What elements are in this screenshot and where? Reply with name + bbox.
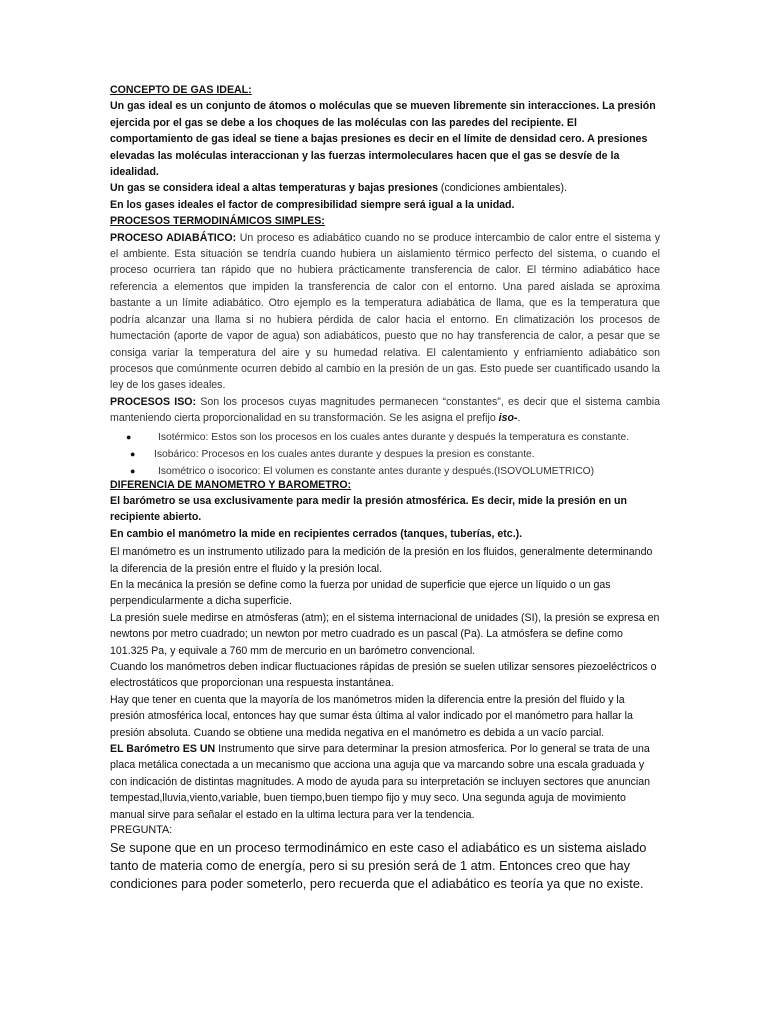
bullet-icon: ●: [130, 465, 136, 476]
manometer-p5: Hay que tener en cuenta que la mayoría de los manómetros miden la diferencia entre la presión del fluido y la presión atmosférica local, entonces hay que sumar ésta última al valor indicado por el manómetro para hallar la presión absoluta. Cuando se obtiene una medida negativa en el manómetro es debida a un vacío parcial.: [110, 693, 633, 739]
barometer-bold-2: En cambio el manómetro la mide en recipientes cerrados (tanques, tuberías, etc.).: [110, 527, 523, 540]
iso-paragraph: PROCESOS ISO: Son los procesos cuyas magnitudes permanecen “constantes”, es decir que el sistema cambia manteniendo cierta proporcionalidad en su transformación. Se les asigna el prefijo iso-.: [110, 395, 660, 425]
heading-gas-ideal: CONCEPTO DE GAS IDEAL:: [110, 84, 252, 96]
adiabatic-paragraph: PROCESO ADIABÁTICO: Un proceso es adiabático cuando no se produce intercambio de calor entre el sistema y el ambiente. Esta situación se tendría cuando hubiera un aislamiento térmico perfecto del sistema, o cuando el proceso ocurriera tan rápido que no hubiera prácticamente transferencia de calor. El término adiabático hace referencia a elementos que impiden la transferencia de calor con el entorno. Una pared aislada se aproxima bastante a un límite adiabático. Otro ejemplo es la temperatura adiabática de llama, que es la temperatura que podría alcanzar una llama si no hubiera pérdida de calor hacia el entorno. En climatización los procesos de humectación (aporte de vapor de agua) son adiabáticos, puesto que no hay transferencia de calor, a pesar que se consiga variar la temperatura del aire y su humedad relativa. El calentamiento y enfriamiento adiabático son procesos que comúnmente ocurren debido al cambio en la presión de un gas. Esto puede ser cuantificado usando la ley de los gases ideales.: [110, 231, 660, 392]
list-item: ● Isotérmico: Estos son los procesos en los cuales antes durante y después la temperatura es constante.: [110, 429, 660, 446]
bullet-icon: ●: [130, 448, 136, 459]
gas-ideal-definition: Un gas ideal es un conjunto de átomos o moléculas que se mueven libremente sin interacciones. La presión ejercida por el gas se debe a los choques de las moléculas con las paredes del recipiente. El comportamiento de gas ideal se tiene a bajas presiones es decir en el límite de densidad cero. A presiones elevadas las moléculas interaccionan y las fuerzas intermoleculares hacen que el gas se desvíe de la idealidad.: [110, 100, 656, 179]
heading-procesos: PROCESOS TERMODINÁMICOS SIMPLES:: [110, 215, 325, 228]
gas-ideal-conditions: Un gas se considera ideal a altas temperaturas y bajas presiones (condiciones ambientales).: [110, 182, 567, 195]
manometer-p2: En la mecánica la presión se define como la fuerza por unidad de superficie que ejerce un líquido o un gas perpendicularmente a dicha superficie.: [110, 578, 611, 608]
question-label: PREGUNTA:: [110, 824, 173, 837]
barometer-bold-1: El barómetro se usa exclusivamente para medir la presión atmosférica. Es decir, mide la presión en un recipiente abierto.: [110, 494, 627, 524]
manometer-p1: El manómetro es un instrumento utilizado para la medición de la presión en los fluidos, generalmente determinando la diferencia de la presión entre el fluido y la presión local.: [110, 546, 653, 575]
bullet-icon: ●: [126, 431, 132, 442]
list-item: ● Isobárico: Procesos en los cuales antes durante y despues la presion es constante.: [110, 446, 660, 463]
list-item: ● Isométrico o isocorico: El volumen es constante antes durante y después.(ISOVOLUMETRICO): [110, 463, 660, 480]
barometer-paragraph: EL Barómetro ES UN Instrumento que sirve para determinar la presion atmosferica. Por lo general se trata de una placa metálica conectada a un mecanismo que acciona una aguja que va marcando sobre una escala graduada y con indicación de distintas magnitudes. A modo de ayuda para su interpretación se incluyen sectores que anuncian tempestad,lluvia,viento,variable, buen tiempo,buen tiempo fijo y muy seco. Una segunda aguja de movimiento manual sirve para señalar el estado en la ultima lectura para ver la tendencia.: [110, 743, 651, 821]
question-text: Se supone que en un proceso termodinámico en este caso el adiabático es un sistema aislado tanto de materia como de energía, pero si su presión será de 1 atm. Entonces creo que hay condiciones para poder someterlo, pero recuerda que el adiabático es teoría ya que no existe.: [110, 840, 647, 892]
manometer-p4: Cuando los manómetros deben indicar fluctuaciones rápidas de presión se suelen utilizar sensores piezoeléctricos o electrostáticos que proporcionan una respuesta instantánea.: [110, 661, 657, 690]
heading-diferencia: DIFERENCIA DE MANOMETRO Y BAROMETRO:: [110, 478, 352, 491]
document-page: [110, 82, 660, 906]
manometer-p3: La presión suele medirse en atmósferas (atm); en el sistema internacional de unidades (SI), la presión se expresa en newtons por metro cuadrado; un newton por metro cuadrado es un pascal (Pa). La atmósfera se define como 101.325 Pa, y equivale a 760 mm de mercurio en un barómetro convencional.: [110, 611, 660, 657]
compressibility-note: En los gases ideales el factor de compresibilidad siempre será igual a la unidad.: [110, 198, 515, 211]
iso-process-list: [110, 429, 660, 480]
